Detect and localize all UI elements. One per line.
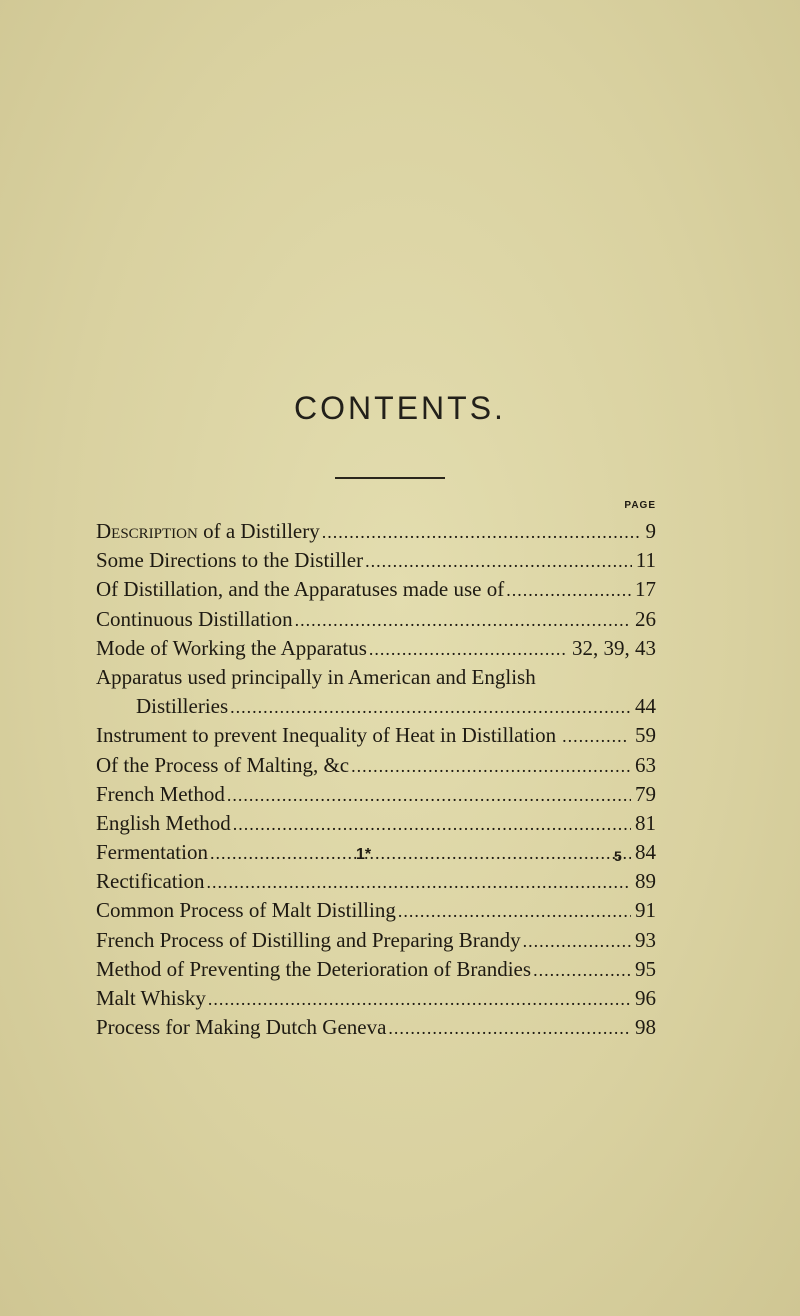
toc-entry-page: 11 <box>635 548 656 573</box>
toc-entry-title: French Method <box>96 781 225 806</box>
leader-dots <box>295 606 631 635</box>
leader-dots <box>206 868 631 897</box>
toc-entry-continuation <box>96 692 656 721</box>
toc-entry <box>96 605 656 634</box>
toc-entry <box>96 721 656 750</box>
contents-heading: CONTENTS. <box>294 390 506 426</box>
toc-entry <box>96 1013 656 1042</box>
toc-entry-page: 89 <box>635 869 656 894</box>
toc-entry-title: Process for Making Dutch Geneva <box>96 1015 387 1040</box>
leader-dots <box>506 576 631 605</box>
leader-dots <box>233 810 631 839</box>
table-of-contents <box>96 517 656 1042</box>
toc-entry-title: Distilleries <box>136 694 229 719</box>
toc-entry-title: Method of Preventing the Deterioration of Brandies <box>96 956 532 981</box>
toc-entry <box>96 896 656 925</box>
toc-entry-page: 26 <box>635 606 656 631</box>
toc-entry-page: 96 <box>635 986 656 1010</box>
toc-entry <box>96 751 656 780</box>
leader-dots <box>369 635 568 664</box>
toc-entry <box>96 663 656 692</box>
toc-entry-page: 93 <box>635 927 656 952</box>
toc-entry-title: Continuous Distillation <box>96 606 293 631</box>
toc-entry <box>96 809 656 838</box>
toc-entry-page: 84 <box>635 840 656 865</box>
toc-entry-title-smallcaps: Description <box>96 519 198 543</box>
toc-entry-page: 95 <box>635 956 656 981</box>
page-column-label: PAGE <box>624 500 656 511</box>
toc-entry-title: Of the Process of Malting, &c <box>96 752 350 777</box>
toc-entry-title: Instrument to prevent Inequality of Heat in Distillation <box>96 723 557 748</box>
leader-dots <box>533 956 631 985</box>
toc-entry-page: 91 <box>635 898 656 923</box>
leader-dots <box>351 752 631 781</box>
toc-entry <box>96 780 656 809</box>
toc-entry <box>96 984 656 1013</box>
toc-entry <box>96 575 656 604</box>
printer-signature-mark: 1* <box>356 846 372 863</box>
leader-dots <box>322 518 642 547</box>
toc-entry-page: 9 <box>645 519 656 543</box>
leader-dots <box>365 547 632 576</box>
toc-entry-title: Mode of Working the Apparatus <box>96 635 367 660</box>
toc-entry-title: French Process of Distilling and Preparing Brandy <box>96 927 521 952</box>
toc-entry-page: 63 <box>635 752 656 777</box>
toc-entry-title: Apparatus used principally in American and English <box>96 664 536 689</box>
toc-entry-page: 81 <box>635 810 656 835</box>
leader-dots <box>230 693 631 722</box>
toc-entry-page: 59 <box>635 723 656 748</box>
toc-entry <box>96 546 656 575</box>
toc-entry-title: Of Distillation, and the Apparatuses made use of <box>96 577 505 602</box>
toc-entry-title: of a Distillery <box>197 519 320 543</box>
heading-rule <box>335 477 445 479</box>
toc-entry <box>96 955 656 984</box>
leader-dots <box>210 839 631 868</box>
toc-entry-title: Common Process of Malt Distilling <box>96 898 396 923</box>
leader-dots <box>227 781 631 810</box>
toc-entry <box>96 867 656 896</box>
toc-entry-page: 98 <box>635 1015 656 1040</box>
leader-dots <box>523 927 631 956</box>
leader-dots <box>562 722 629 751</box>
leader-dots <box>208 985 631 1014</box>
toc-entry-title: English Method <box>96 810 231 835</box>
leader-dots <box>388 1014 631 1043</box>
toc-entry <box>96 838 656 867</box>
toc-entry-page: 44 <box>635 694 656 719</box>
toc-entry-page: 79 <box>635 781 656 806</box>
page-number: 5 <box>614 848 622 864</box>
toc-entry-title: Rectification <box>96 869 205 894</box>
toc-entry-page: 32, 39, 43 <box>572 635 656 660</box>
toc-entry-title: Fermentation <box>96 840 208 865</box>
toc-entry <box>96 926 656 955</box>
leader-dots <box>398 897 631 926</box>
toc-entry <box>96 634 656 663</box>
toc-entry <box>96 517 656 546</box>
toc-entry-title: Malt Whisky <box>96 986 206 1010</box>
toc-entry-title: Some Directions to the Distiller <box>96 548 364 573</box>
toc-entry-page: 17 <box>635 577 656 602</box>
